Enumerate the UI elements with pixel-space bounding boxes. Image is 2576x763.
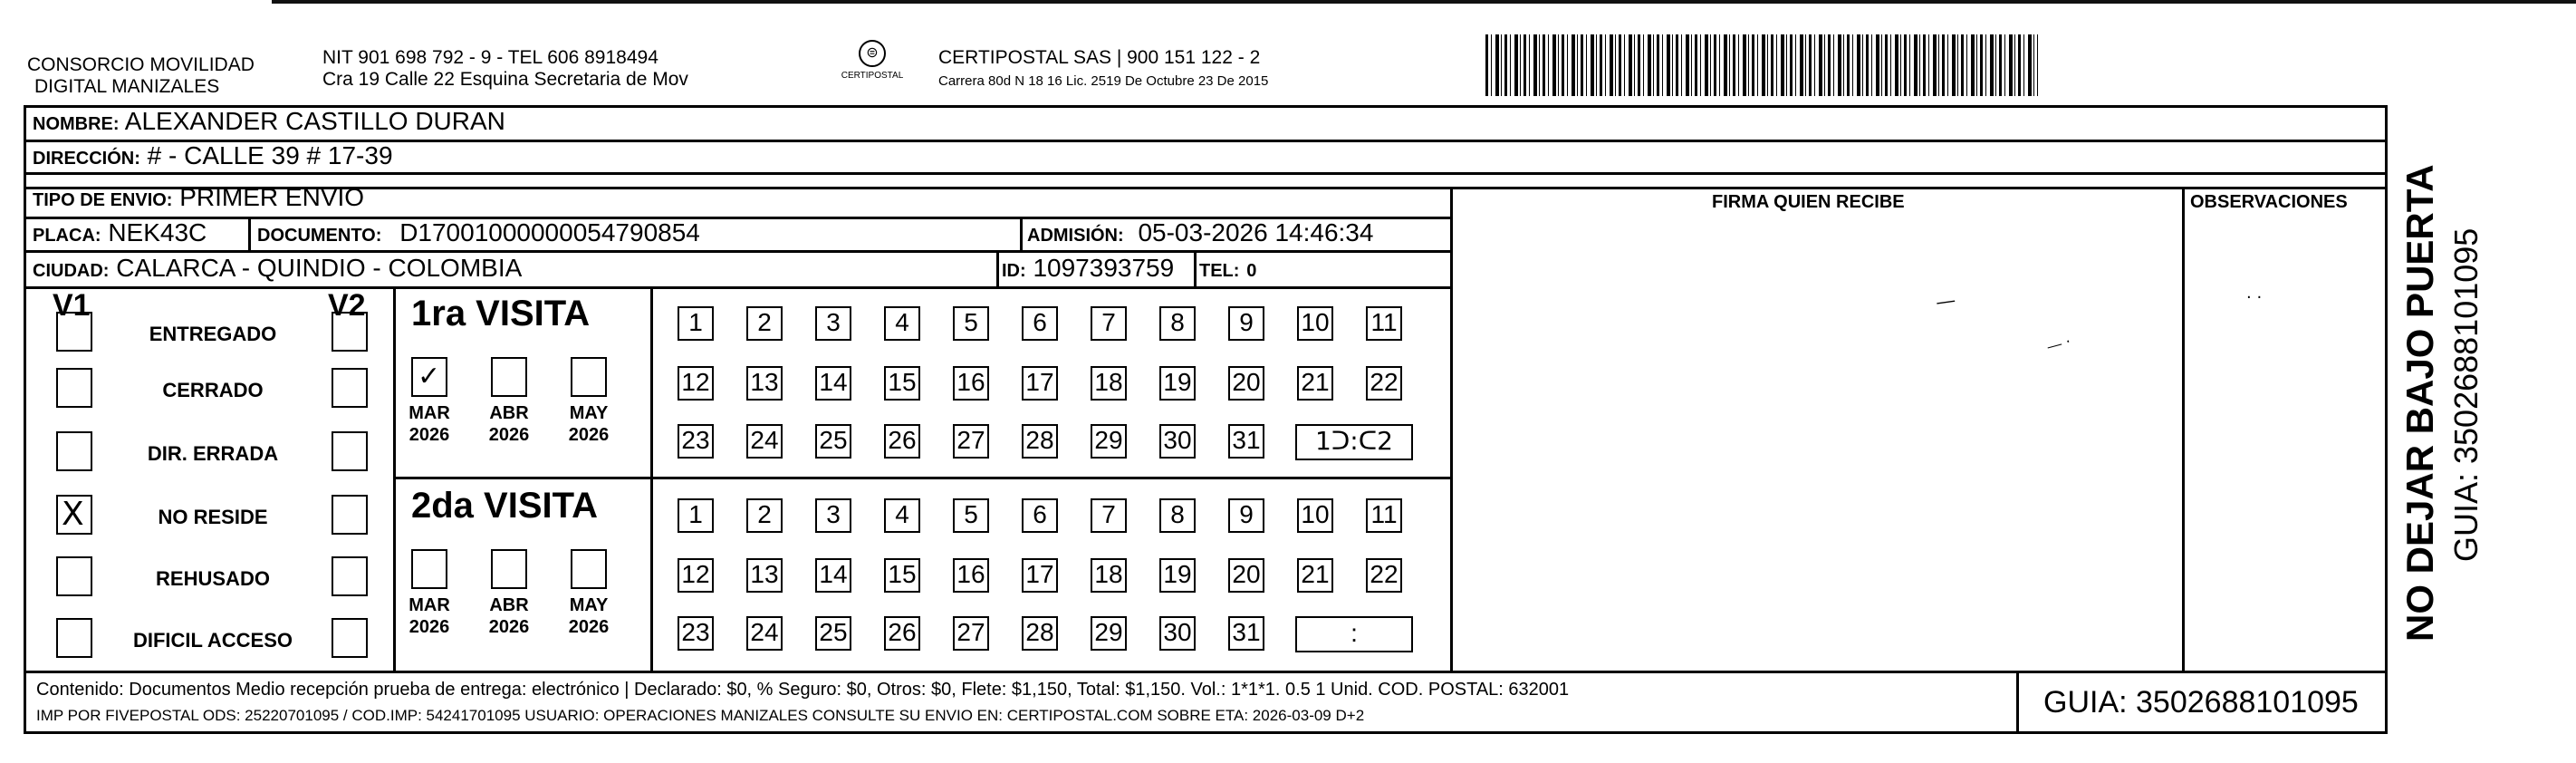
nombre-value: ALEXANDER CASTILLO DURAN [124,107,505,135]
admision-label: ADMISIÓN: [1027,226,1124,246]
signature-mark: ― · [2044,332,2073,356]
barcode [1485,34,2038,96]
day-box[interactable]: 5 [953,306,989,341]
day-box[interactable]: 23 [678,424,714,459]
footer-print-info: IMP POR FIVEPOSTAL ODS: 25220701095 / COD.IMP: 54241701095 USUARIO: OPERACIONES MANIZALES CONSULTE SU ENVIO EN: CERTIPOSTAL.COM SOBRE ETA: 2026-03-09 D+2 [36,707,1365,724]
month-name: ABR [489,403,529,423]
check-mark-icon: X [62,496,84,533]
day-box[interactable]: 26 [884,616,920,651]
v1-checkbox[interactable] [56,556,92,596]
tel-label: TEL: [1199,261,1240,281]
v1-checkbox[interactable] [56,312,92,352]
tel-value: 0 [1246,261,1257,281]
tipo-label: TIPO DE ENVIO: [33,190,173,210]
day-box[interactable]: 22 [1366,366,1402,401]
signature-mark: ― [1935,288,1956,314]
v1-header: V1 [53,288,91,323]
month-name: MAY [569,403,609,423]
v2-checkbox[interactable] [332,618,368,658]
day-box[interactable]: 7 [1091,498,1127,533]
day-box[interactable]: 16 [953,366,989,401]
footer-guia: GUIA: 3502688101095 [2043,685,2359,720]
day-box[interactable]: 10 [1297,498,1333,533]
month-checkbox[interactable] [491,549,527,589]
day-box[interactable]: 13 [746,558,783,593]
id-value: 1097393759 [1033,254,1175,282]
day-box[interactable]: 20 [1228,366,1264,401]
day-box[interactable]: 2 [746,498,783,533]
observation-mark: · · [2246,288,2263,307]
v1-checkbox[interactable] [56,618,92,658]
nombre-label: NOMBRE: [33,114,120,134]
day-box[interactable]: 1 [678,498,714,533]
direccion-row [33,141,393,170]
day-box[interactable]: 30 [1159,424,1196,459]
day-box[interactable]: 18 [1091,366,1127,401]
footer-content: Contenido: Documentos Medio recepción prueba de entrega: electrónico | Declarado: $0, % Seguro: $0, Otros: $0, Flete: $1,150, Total: $1,150. Vol.: 1*1*1. 0.5 1 Unid. COD. POSTAL: 632001 [36,680,1570,700]
day-box[interactable]: 17 [1022,558,1058,593]
day-box[interactable]: 18 [1091,558,1127,593]
tipo-row [33,183,364,212]
option-label: DIFICIL ACCESO [132,629,293,652]
day-box[interactable]: 14 [815,558,851,593]
day-box[interactable]: 23 [678,616,714,651]
option-label: CERRADO [162,379,264,401]
day-box[interactable]: 4 [884,306,920,341]
time-value: : [1350,619,1358,647]
month-label [485,594,533,638]
day-box[interactable]: 24 [746,616,783,651]
day-box[interactable]: 19 [1159,558,1196,593]
logo-icon: ⊜ [859,40,886,67]
option-label: ENTREGADO [149,323,277,345]
month-checkbox[interactable] [491,357,527,397]
month-name: ABR [489,595,529,615]
v1-checkbox[interactable] [56,431,92,471]
month-checkbox[interactable] [411,549,447,589]
day-box[interactable]: 8 [1159,498,1196,533]
month-year: 2026 [488,617,530,637]
month-year: 2026 [568,617,610,637]
day-box[interactable]: 2 [746,306,783,341]
courier-address: Carrera 80d N 18 16 Lic. 2519 De Octubre 23 De 2015 [938,73,1269,89]
day-box[interactable]: 28 [1022,424,1058,459]
day-box[interactable]: 6 [1022,498,1058,533]
day-box[interactable]: 10 [1297,306,1333,341]
day-box[interactable]: 7 [1091,306,1127,341]
direccion-label: DIRECCIÓN: [33,149,140,169]
month-year: 2026 [409,425,450,445]
admision-field [1027,218,1373,247]
day-box[interactable]: 12 [678,558,714,593]
time-field[interactable] [1295,424,1413,460]
option-label: DIR. ERRADA [147,442,279,465]
visit-title: 2da VISITA [411,486,598,526]
v2-checkbox[interactable] [332,312,368,352]
direccion-value: # - CALLE 39 # 17-39 [147,141,393,169]
day-box[interactable]: 24 [746,424,783,459]
company-info [322,47,688,91]
firma-header: FIRMA QUIEN RECIBE [1712,192,1905,212]
month-label [565,594,612,638]
month-year: 2026 [568,425,610,445]
v2-checkbox[interactable] [332,556,368,596]
day-box[interactable]: 4 [884,498,920,533]
month-checkbox[interactable] [571,549,607,589]
courier-name: CERTIPOSTAL SAS | 900 151 122 - 2 [938,47,1261,68]
id-label: ID: [1002,261,1026,281]
day-box[interactable]: 21 [1297,366,1333,401]
company-name-line1: CONSORCIO MOVILIDAD [27,54,255,75]
ciudad-value: CALARCA - QUINDIO - COLOMBIA [116,254,523,282]
check-mark-icon: ✓ [418,361,441,392]
company-address: Cra 19 Calle 22 Esquina Secretaria de Mov [322,69,688,90]
day-box[interactable]: 3 [815,498,851,533]
company-nit: NIT 901 698 792 - 9 - TEL 606 8918494 [322,47,658,68]
day-box[interactable]: 9 [1228,306,1264,341]
day-box[interactable]: 9 [1228,498,1264,533]
month-name: MAR [409,403,450,423]
day-box[interactable]: 25 [815,424,851,459]
day-box[interactable]: 14 [815,366,851,401]
time-field[interactable] [1295,616,1413,652]
day-box[interactable]: 8 [1159,306,1196,341]
tel-field [1199,254,1256,283]
nombre-row [33,107,505,136]
day-box[interactable]: 6 [1022,306,1058,341]
month-year: 2026 [409,617,450,637]
ciudad-label: CIUDAD: [33,261,110,281]
side-guia: GUIA: 3502688101095 [2447,227,2485,562]
day-box[interactable]: 1 [678,306,714,341]
day-box[interactable]: 15 [884,366,920,401]
month-label [565,402,612,446]
day-box[interactable]: 3 [815,306,851,341]
day-box[interactable]: 27 [953,424,989,459]
no-dejar-warning: NO DEJAR BAJO PUERTA [2398,164,2441,642]
day-box[interactable]: 20 [1228,558,1264,593]
v2-checkbox[interactable] [332,368,368,408]
day-box[interactable]: 16 [953,558,989,593]
v1-checkbox[interactable] [56,495,92,535]
v2-header: V2 [328,288,366,323]
observaciones-header: OBSERVACIONES [2190,192,2348,212]
time-value: 1ᑐ:ᑕ2 [1315,426,1393,456]
month-year: 2026 [488,425,530,445]
tipo-value: PRIMER ENVIO [179,183,365,211]
day-box[interactable]: 15 [884,558,920,593]
documento-value: D17001000000054790854 [399,218,700,246]
day-box[interactable]: 13 [746,366,783,401]
day-box[interactable]: 30 [1159,616,1196,651]
top-border [272,0,2576,4]
v1-checkbox[interactable] [56,368,92,408]
day-box[interactable]: 5 [953,498,989,533]
day-box[interactable]: 31 [1228,616,1264,651]
month-label [406,594,453,638]
day-box[interactable]: 11 [1366,498,1402,533]
visit-title: 1ra VISITA [411,294,591,333]
admision-value: 05-03-2026 14:46:34 [1138,218,1374,246]
day-box[interactable]: 21 [1297,558,1333,593]
company-name-line2: DIGITAL MANIZALES [34,76,220,97]
certipostal-logo [822,40,922,100]
option-label: REHUSADO [156,567,270,590]
day-box[interactable]: 29 [1091,616,1127,651]
month-label [485,402,533,446]
day-box[interactable]: 26 [884,424,920,459]
ciudad-field [33,254,522,283]
month-checkbox[interactable] [571,357,607,397]
day-box[interactable]: 12 [678,366,714,401]
documento-field [257,218,700,247]
placa-field [33,218,207,247]
day-box[interactable]: 31 [1228,424,1264,459]
day-box[interactable]: 27 [953,616,989,651]
day-box[interactable]: 28 [1022,616,1058,651]
month-name: MAY [569,595,609,615]
month-name: MAR [409,595,450,615]
day-box[interactable]: 25 [815,616,851,651]
month-checkbox[interactable] [411,357,447,397]
option-label: NO RESIDE [158,506,268,528]
v2-checkbox[interactable] [332,431,368,471]
id-field [1002,254,1174,283]
day-box[interactable]: 17 [1022,366,1058,401]
company-block [27,54,255,98]
day-box[interactable]: 11 [1366,306,1402,341]
logo-text: CERTIPOSTAL [841,71,904,81]
day-box[interactable]: 29 [1091,424,1127,459]
placa-label: PLACA: [33,226,101,246]
v2-checkbox[interactable] [332,495,368,535]
main-frame [24,105,2388,734]
placa-value: NEK43C [108,218,207,246]
month-label [406,402,453,446]
documento-label: DOCUMENTO: [257,226,382,246]
day-box[interactable]: 22 [1366,558,1402,593]
day-box[interactable]: 19 [1159,366,1196,401]
courier-info [938,47,1268,92]
